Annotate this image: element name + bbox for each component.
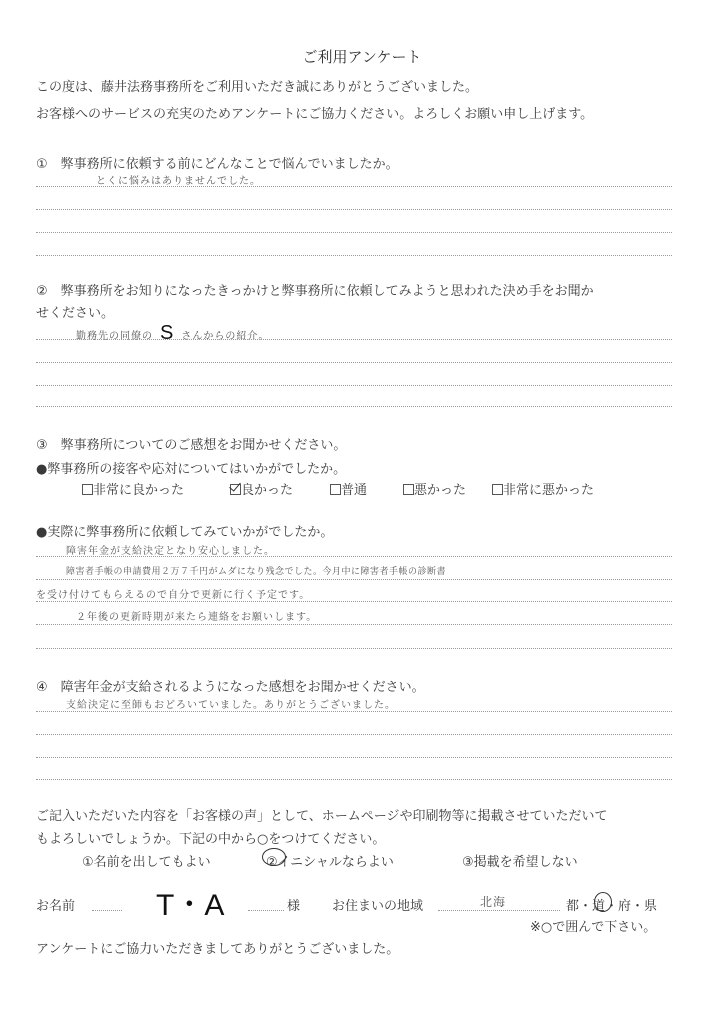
answer-line: [36, 648, 672, 649]
answer-line: [36, 362, 672, 363]
rating-option-5[interactable]: 非常に悪かった: [492, 479, 594, 498]
intro-line-1: この度は、藤井法務事務所をご利用いただき誠にありがとうございました。: [36, 80, 479, 95]
answer-line: [36, 186, 672, 187]
question-2-label-line-1: ② 弊事務所をお知りになったきっかけと弊事務所に依頼してみようと思われた決め手をお聞か: [36, 284, 594, 299]
question-1-answer[interactable]: とくに悩みはありませんでした。: [96, 176, 261, 187]
consent-option-1[interactable]: ①名前を出してもよい: [82, 855, 211, 870]
region-note: ※○で囲んで下さい。: [530, 920, 657, 935]
consent-line-1: ご記入いただいた内容を「お客様の声」として、ホームページや印刷物等に掲載させていただいて: [36, 809, 608, 824]
name-underline: [92, 910, 122, 911]
checkbox[interactable]: [82, 484, 93, 495]
rating-option-4[interactable]: 悪かった: [403, 479, 466, 498]
consent-option-3[interactable]: ③掲載を希望しない: [462, 855, 578, 870]
answer-line: [36, 255, 672, 256]
question-4-answer[interactable]: 支給決定に至師もおどろいていました。ありがとうございました。: [66, 700, 396, 711]
question-4-label: ④ 障害年金が支給されるようになった感想をお聞かせください。: [36, 680, 425, 695]
name-suffix: 様: [287, 899, 301, 914]
checkbox-checked[interactable]: [230, 484, 241, 495]
closing-message: アンケートにご協力いただきましてありがとうございました。: [36, 942, 400, 957]
answer-line: [36, 385, 672, 386]
checkbox[interactable]: [492, 484, 503, 495]
region-value[interactable]: 北海: [480, 895, 507, 909]
region-selected-circle-mark: [594, 892, 612, 912]
rating-option-2[interactable]: 良かった: [230, 479, 293, 498]
answer-line: [36, 779, 672, 780]
question-2-answer-after: さんからの紹介。: [181, 331, 270, 342]
region-label: お住まいの地域: [332, 899, 424, 914]
question-2-label-line-2: せください。: [36, 306, 115, 321]
rating-option-1[interactable]: 非常に良かった: [82, 479, 184, 498]
answer-line: [36, 406, 672, 407]
answer-line: [36, 757, 672, 758]
checkbox[interactable]: [330, 484, 341, 495]
page-title: ご利用アンケート: [302, 48, 422, 66]
consent-line-2: もよろしいでしょうか。下記の中から○をつけてください。: [36, 832, 386, 847]
intro-line-2: お客様へのサービスの充実のためアンケートにご協力ください。よろしくお願い申し上げます。: [36, 107, 594, 122]
answer-line: [36, 711, 672, 712]
rating-option-3[interactable]: 普通: [330, 479, 367, 498]
question-2-answer-before: 勤務先の同僚の: [76, 331, 153, 342]
checkbox[interactable]: [403, 484, 414, 495]
question-2-answer-initial: S: [160, 322, 175, 344]
consent-option-2[interactable]: ②イニシャルならよい: [266, 855, 394, 870]
answer-line: [36, 556, 672, 557]
region-underline: [438, 910, 560, 911]
answer-line: [36, 624, 672, 625]
question-1-label: ① 弊事務所に依頼する前にどんなことで悩んでいましたか。: [36, 157, 399, 172]
answer-line: [36, 232, 672, 233]
question-3-sub-1: ●弊事務所の接客や応対についてはいかがでしたか。: [36, 462, 347, 477]
answer-line: [36, 579, 672, 580]
answer-line: [36, 339, 672, 340]
question-3-answer-line-2[interactable]: 障害者手帳の申請費用２万７千円がムダになり残念でした。今月中に障害者手帳の診断書: [66, 567, 447, 577]
answer-line: [36, 734, 672, 735]
question-3-label: ③ 弊事務所についてのご感想をお聞かせください。: [36, 438, 347, 453]
name-label: お名前: [36, 899, 76, 914]
question-2-answer[interactable]: [76, 322, 269, 345]
answer-line: [36, 209, 672, 210]
region-suffix: 都・道・府・県: [566, 899, 658, 914]
question-3-answer-line-3[interactable]: を受け付けてもらえるので自分で更新に行く予定です。: [36, 590, 311, 601]
answer-line: [36, 601, 672, 602]
question-3-sub-2: ●実際に弊事務所に依頼してみていかがでしたか。: [36, 525, 334, 540]
question-3-answer-line-1[interactable]: 障害年金が支給決定となり安心しました。: [66, 546, 275, 557]
selected-circle-mark: [262, 848, 286, 866]
name-value[interactable]: T・A: [156, 889, 225, 922]
name-underline: [248, 910, 284, 911]
question-3-answer-line-4[interactable]: ２年後の更新時期が来たら連絡をお願いします。: [76, 612, 318, 623]
